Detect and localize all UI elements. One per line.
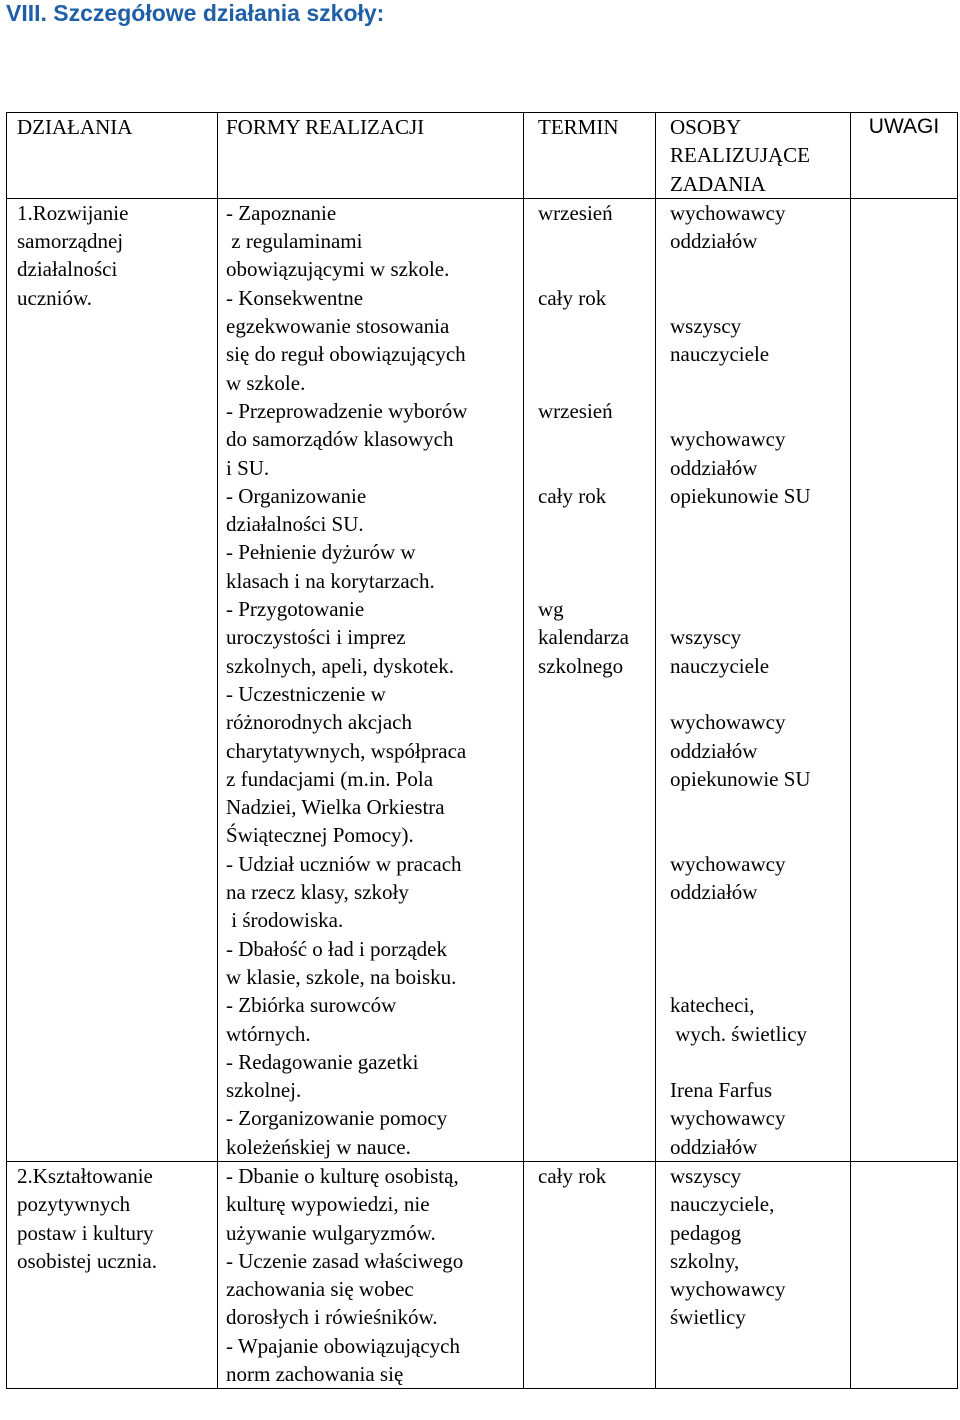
text-line: cały rok [538,483,607,508]
text-line: koleżeńskiej w nauce. [226,1134,411,1159]
text-line: kulturę wypowiedzi, nie [226,1192,430,1217]
text-line: wychowawcy [670,851,786,876]
text-line [670,935,850,963]
text-line: działalności SU. [226,512,364,537]
text-line: wszyscy [670,314,742,339]
cell-uwagi [851,198,958,1161]
text-line: wrzesień [538,398,613,423]
text-line: dorosłych i rówieśników. [226,1305,438,1330]
text-line: uczniów. [17,285,93,310]
header-osoby-line: ZADANIA [670,171,766,196]
text-line [538,227,655,255]
cell-termin [524,198,656,1161]
text-line: cały rok [538,1163,607,1188]
text-line: - Uczenie zasad właściwego [226,1248,464,1273]
lines [538,1162,655,1190]
activities-table [6,112,958,1389]
text-line: się do reguł obowiązujących [226,342,466,367]
text-line: świetlicy [670,1305,746,1330]
text-line [670,369,850,397]
text-line: - Zbiórka surowców [226,993,397,1018]
text-line: działalności [17,257,118,282]
text-line: opiekunowie SU [670,483,811,508]
text-line [670,793,850,821]
text-line [538,425,655,453]
text-line: i środowiska. [226,908,344,933]
text-line: postaw i kultury [17,1220,154,1245]
text-line: - Dbałość o ład i porządek [226,936,448,961]
text-line [538,340,655,368]
text-line: - Pełnienie dyżurów w [226,540,416,565]
text-line: 1.Rozwijanie [17,200,129,225]
cell-dzialania [7,198,218,1161]
text-line: oddziałów [670,880,758,905]
text-line: używanie wulgaryzmów. [226,1220,436,1245]
text-line: katecheci, [670,993,755,1018]
header-uwagi: UWAGI [851,113,958,199]
text-line: szkolnej. [226,1078,302,1103]
text-line: na rzecz klasy, szkoły [226,880,409,905]
lines [226,199,517,1161]
text-line [538,510,655,538]
text-line [538,567,655,595]
text-line: egzekwowanie stosowania [226,314,450,339]
text-line [670,567,850,595]
text-line [670,595,850,623]
text-line [670,397,850,425]
text-line: kalendarza [538,625,629,650]
cell-formy [218,198,524,1161]
text-line: pozytywnych [17,1192,131,1217]
text-line: nauczyciele [670,342,770,367]
text-line: uroczystości i imprez [226,625,406,650]
header-osoby-line: OSOBY [670,115,742,139]
text-line [670,510,850,538]
text-line: pedagog [670,1220,742,1245]
text-line [670,1048,850,1076]
text-line: opiekunowie SU [670,766,811,791]
text-line: szkolnych, apeli, dyskotek. [226,653,455,678]
text-line: Irena Farfus [670,1078,773,1103]
cell-dzialania [7,1161,218,1388]
text-line [670,538,850,566]
text-line: wszyscy [670,625,742,650]
text-line [538,454,655,482]
text-line: szkolnego [538,653,624,678]
text-line: - Dbanie o kulturę osobistą, [226,1163,459,1188]
text-line: wychowawcy [670,1106,786,1131]
table-row [7,198,958,1161]
text-line: - Uczestniczenie w [226,681,386,706]
text-line [670,284,850,312]
text-line: nauczyciele, [670,1192,775,1217]
text-line: - Wpajanie obowiązujących [226,1333,461,1358]
text-line: - Przeprowadzenie wyborów [226,398,468,423]
text-line: oddziałów [670,1134,758,1159]
text-line: osobistej ucznia. [17,1248,157,1273]
text-line: w klasie, szkole, na boisku. [226,964,457,989]
text-line: norm zachowania się [226,1362,404,1387]
header-termin: TERMIN [524,113,656,199]
header-formy-realizacji: FORMY REALIZACJI [218,113,524,199]
text-line: obowiązującymi w szkole. [226,257,450,282]
cell-osoby [656,1161,851,1388]
text-line: wychowawcy [670,427,786,452]
text-line: z regulaminami [226,229,363,254]
lines [538,199,655,680]
table-row [7,1161,958,1388]
text-line: 2.Kształtowanie [17,1163,153,1188]
cell-formy [218,1161,524,1388]
cell-uwagi [851,1161,958,1388]
text-line: wychowawcy [670,200,786,225]
text-line: wych. świetlicy [670,1021,808,1046]
text-line: Świątecznej Pomocy). [226,823,414,848]
text-line: - Organizowanie [226,483,367,508]
text-line: oddziałów [670,738,758,763]
text-line: i SU. [226,455,270,480]
text-line: - Przygotowanie [226,597,365,622]
lines [17,1162,217,1275]
text-line: oddziałów [670,229,758,254]
text-line: charytatywnych, współpraca [226,738,467,763]
text-line [670,680,850,708]
text-line [538,538,655,566]
text-line: wg [538,597,564,622]
lines [17,199,217,312]
text-line: wtórnych. [226,1021,311,1046]
text-line: z fundacjami (m.in. Pola [226,766,434,791]
section-title: VIII. Szczegółowe działania szkoły: [6,0,385,26]
text-line: różnorodnych akcjach [226,710,412,735]
cell-osoby [656,198,851,1161]
text-line: samorządnej [17,229,124,254]
text-line: szkolny, [670,1248,740,1273]
text-line: - Zorganizowanie pomocy [226,1106,448,1131]
cell-termin [524,1161,656,1388]
text-line [670,906,850,934]
text-line [538,255,655,283]
text-line [670,255,850,283]
text-line: Nadziei, Wielka Orkiestra [226,795,445,820]
text-line: nauczyciele [670,653,770,678]
text-line: wychowawcy [670,710,786,735]
text-line: - Udział uczniów w pracach [226,851,462,876]
text-line: oddziałów [670,455,758,480]
text-line: - Redagowanie gazetki [226,1049,419,1074]
text-line [538,369,655,397]
text-line: klasach i na korytarzach. [226,568,435,593]
lines [670,1162,850,1332]
text-line: wrzesień [538,200,613,225]
header-osoby [656,113,851,199]
text-line: wszyscy [670,1163,742,1188]
text-line: w szkole. [226,370,306,395]
text-line: wychowawcy [670,1277,786,1302]
text-line [538,312,655,340]
lines [226,1162,517,1388]
text-line: - Zapoznanie [226,200,337,225]
header-dzialania: DZIAŁANIA [7,113,218,199]
header-osoby-line: REALIZUJĄCE [670,143,810,168]
text-line: zachowania się wobec [226,1277,414,1302]
text-line: do samorządów klasowych [226,427,454,452]
text-line [670,821,850,849]
text-line: - Konsekwentne [226,285,364,310]
lines [670,199,850,1161]
text-line [670,963,850,991]
table-header-row [7,113,958,199]
text-line: cały rok [538,285,607,310]
